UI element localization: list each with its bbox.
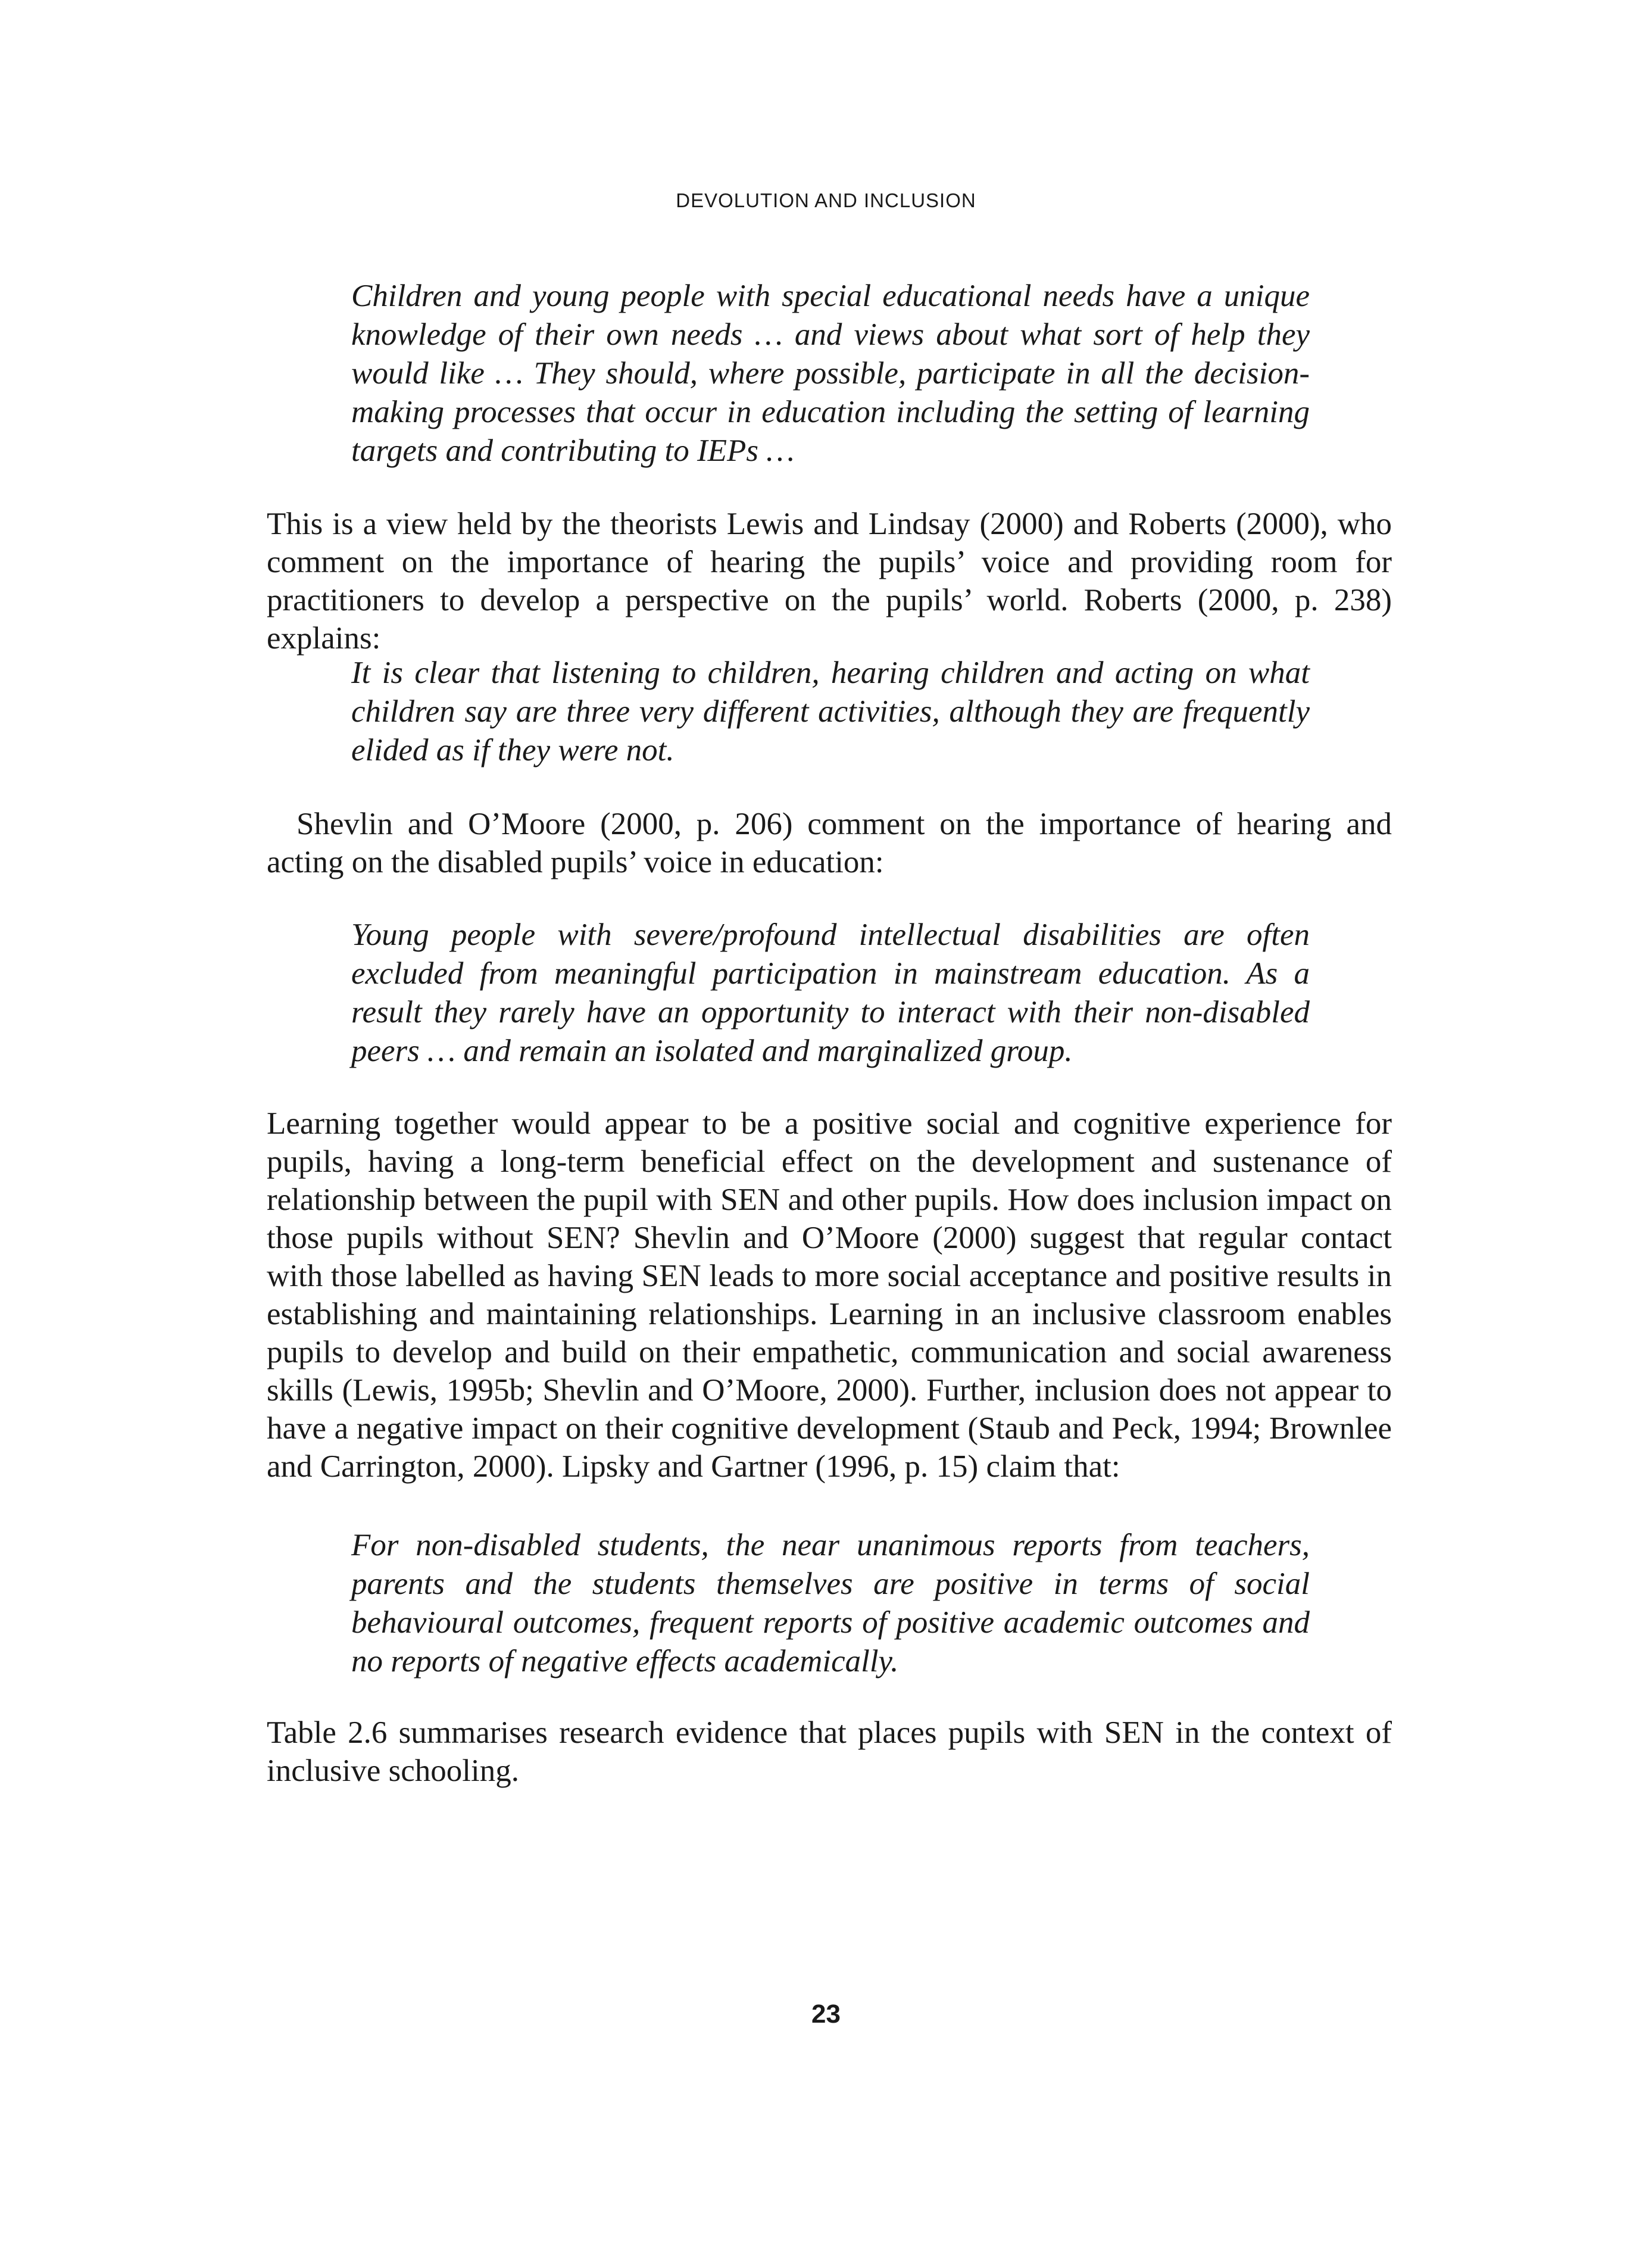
block-quote-2: It is clear that listening to children, hearing children and acting on what children say are three very different activities, although they are frequently elided as if they were not. bbox=[351, 656, 1310, 768]
body-paragraph-1: This is a view held by the theorists Lewis and Lindsay (2000) and Roberts (2000), who comment on the importance of hearing the pupils’ voice and providing room for practitioners to develop a perspective on the pupils’ world. Roberts (2000, p. 238) explains: bbox=[267, 507, 1392, 656]
body-paragraph-3: Learning together would appear to be a positive social and cognitive experience for pupils, having a long-term beneficial effect on the development and sustenance of relationship between the pupil with SEN and other pupils. How does inclusion impact on those pupils without SEN? Shevlin and O’Moore (2000) suggest that regular contact with those labelled as having SEN leads to more social acceptance and positive results in establishing and maintaining relationships. Learning in an inclusive classroom enables pupils to develop and build on their empathetic, communication and social awareness skills (Lewis, 1995b; Shevlin and O’Moore, 2000). Further, inclusion does not appear to have a negative impact on their cognitive development (Staub and Peck, 1994; Brownlee and Carrington, 2000). Lipsky and Gartner (1996, p. 15) claim that: bbox=[267, 1106, 1392, 1484]
page-number: 23 bbox=[811, 1999, 841, 2029]
body-paragraph-4: Table 2.6 summarises research evidence that places pupils with SEN in the context of inclusive schooling. bbox=[267, 1715, 1392, 1788]
block-quote-3: Young people with severe/profound intellectual disabilities are often excluded from meaningful participation in mainstream education. As a result they rarely have an opportunity to interact with their non-disabled peers … and remain an isolated and marginalized group. bbox=[351, 918, 1310, 1068]
block-quote-1: Children and young people with special educational needs have a unique knowledge of their own needs … and views about what sort of help they would like … They should, where possible, participate in all the decision-making processes that occur in education including the setting of learning targets and contributing to IEPs … bbox=[351, 279, 1310, 468]
running-head: DEVOLUTION AND INCLUSION bbox=[676, 189, 976, 211]
block-quote-4: For non-disabled students, the near unanimous reports from teachers, parents and the students themselves are positive in terms of social behavioural outcomes, frequent reports of positive academic outcomes and no reports of negative effects academically. bbox=[351, 1528, 1310, 1679]
body-paragraph-2: Shevlin and O’Moore (2000, p. 206) comment on the importance of hearing and acting on the disabled pupils’ voice in education: bbox=[267, 807, 1392, 879]
